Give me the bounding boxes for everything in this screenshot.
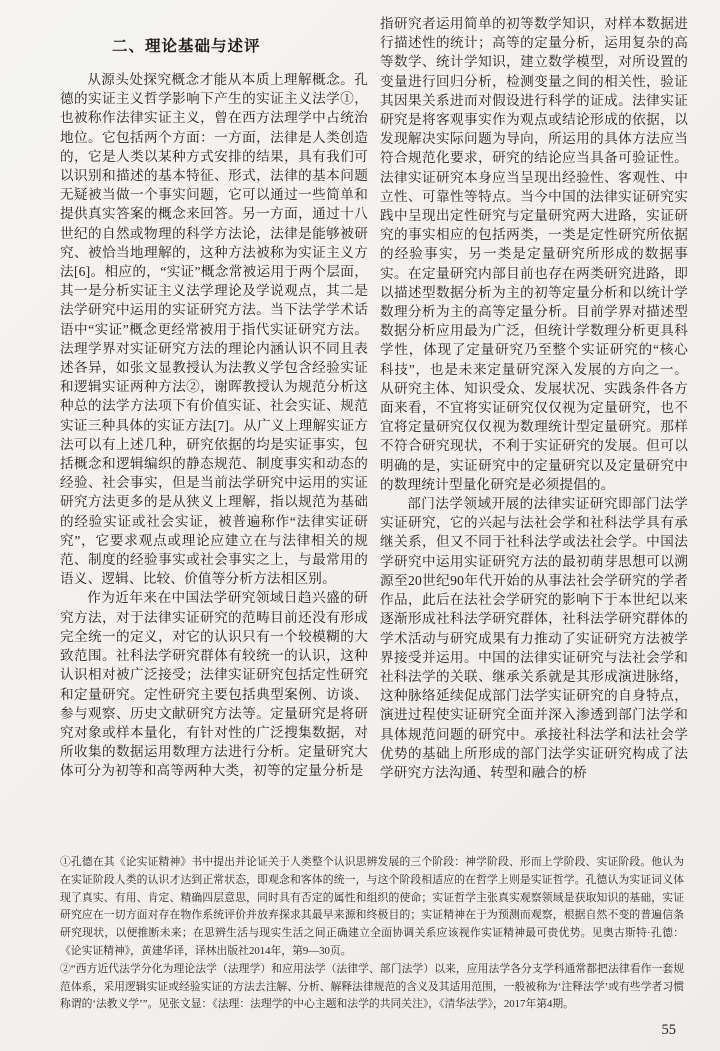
footnote-1: ①孔德在其《论实证精神》书中提出并论证关于人类整个认识思辨发展的三个阶段：神学阶段、形而上学阶段、实证阶段。他认为在实证阶段人类的认识才达到正常状态，即观念和客体的统一，与这个阶段相适应的在哲学上则是实证哲学。孔德认为实证词义体现了真实、有用、肯定、精确四层意思，同时具有否定的属性和组织的使命；实证哲学主张真实观察领域是获取知识的基础，实证研究应在一切方面对存在物作系统评价并放弃探求其最早来源和终极目的；实证精神在于为预测而观察，根据自然不变的普遍信条研究现状，以便推断未来；在思辨生活与现实生活之间正确建立全面协调关系应该视作实证精神最可贵优势。见奥古斯特·孔德：《论实证精神》，黄建华译，译林出版社2014年，第9—30页。 — [60, 856, 684, 957]
main-text-area — [60, 14, 688, 848]
footnotes-section — [60, 854, 684, 1024]
left-column — [60, 14, 368, 848]
right-column — [380, 14, 688, 848]
section-heading: 二、理论基础与述评 — [112, 38, 261, 55]
footnote-2: ②“西方近代法学分化为理论法学（法理学）和应用法学（法律学、部门法学）以来，应用法学各分支学科通常都把法律看作一套规范体系，采用逻辑实证或经验实证的方法去注解、分析、解释法律规范的含义及其适用范围，一般被称为‘注释法学’或有些学者习惯称谓的‘法教义学’”。见张文显：《法理：法理学的中心主题和法学的共同关注》，《清华法学》，2017年第4期。 — [60, 962, 684, 1011]
paragraph-2: 作为近年来在中国法学研究领域日趋兴盛的研究方法，对于法律实证研究的范畴目前还没有形成完全统一的定义，对它的认识只有一个较模糊的大致范围。社科法学研究群体有较统一的认识，这种认识相对被广泛接受；法律实证研究包括定性研究和定量研究。定性研究主要包括典型案例、访谈、参与观察、历史文献研究方法等。定量研究是将研究对象或样本量化，有针对性的广泛搜集数据，对所收集的数据运用数理方法进行分析。定量研究大体可分为初等和高等两种大类，初等的定量分析是 — [60, 590, 368, 779]
page-number: 55 — [661, 1022, 676, 1038]
paragraph-3: 部门法学领域开展的法律实证研究即部门法学实证研究，它的兴起与法社会学和社科法学具有承继关系，但又不同于社科法学或法社会学。中国法学研究中运用实证研究方法的最初萌芽思想可以溯源至20世纪90年代开始的从事法社会学研究的学者作品，此后在法社会学研究的影响下于本世纪以来逐渐形成社科法学研究群体，社科法学研究群体的学术活动与研究成果有力推动了实证研究方法被学界接受并运用。中国的法律实证研究与法社会学和社科法学的关联、继承关系就是其形成演进脉络，这种脉络延续促成部门法学实证研究的自身特点，演进过程使实证研究全面并深入渗透到部门法学和具体规范问题的研究中。承接社科法学和法社会学优势的基础上所形成的部门法学实证研究构成了法学研究方法沟通、转型和融合的桥 — [380, 496, 688, 780]
paragraph-1: 从源头处探究概念才能从本质上理解概念。孔德的实证主义哲学影响下产生的实证主义法学①，也被称作法律实证主义，曾在西方法理学中占统治地位。它包括两个方面：一方面，法律是人类创造的，它是人类以某种方式安排的结果，具有我们可以识别和描述的基本特征、形式，法律的基本问题无疑被当做一个事实问题，它可以通过一些简单和提供真实答案的概念来回答。另一方面，通过十八世纪的自然或物理的科学方法论，法律是能够被研究、被恰当地理解的，这种方法被称为实证主义方法[6]。相应的，“实证”概念常被运用于两个层面，其一是分析实证主义法学理论及学说观点，其二是法学研究中运用的实证研究方法。当下法学学术话语中“实证”概念更经常被用于指代实证研究方法。法理学界对实证研究方法的理论内涵认识不同且表述各异，如张文显教授认为法教义学包含经验实证和逻辑实证两种方法②，谢晖教授认为规范分析这种总的法学方法项下有价值实证、社会实证、规范实证三种具体的实证方法[7]。从广义上理解实证方法可以有上述几种，研究依据的均是实证事实，包括概念和逻辑编织的静态规范、制度事实和动态的经验、社会事实，但是当前法学研究中运用的实证研究方法更多的是从狭义上理解，指以规范为基础的经验实证或社会实证，被普遍称作“法律实证研究”，它要求观点或理论应建立在与法律相关的规范、制度的经验事实或社会事实之上，与最常用的语义、逻辑、比较、价值等分析方法相区别。 — [60, 72, 368, 587]
paragraph-2-continuation: 指研究者运用简单的初等数学知识，对样本数据进行描述性的统计；高等的定量分析，运用复杂的高等数学、统计学知识，建立数学模型，对所设置的变量进行回归分析，检测变量之间的相关性，验证其因果关系进而对假设进行科学的证成。法律实证研究是将客观事实作为观点或结论形成的依据，以发现解决实际问题为导向，所运用的具体方法应当符合规范化要求，研究的结论应当具备可验证性。法律实证研究本身应当呈现出经验性、客观性、中立性、可靠性等特点。当今中国的法律实证研究实践中呈现出定性研究与定量研究两大进路，实证研究的事实相应的包括两类，一类是定性研究所依据的经验事实，另一类是定量研究所形成的数据事实。在定量研究内部目前也存在两类研究进路，即以描述型数据分析为主的初等定量分析和以统计学数理分析为主的高等定量分析。目前学界对描述型数据分析应用最为广泛，但统计学数理分析更具科学性，体现了定量研究乃至整个实证研究的“核心科技”，也是未来定量研究深入发展的方向之一。从研究主体、知识受众、发展状况、实践条件各方面来看，不宜将实证研究仅仅视为定量研究，也不宜将定量研究仅仅视为数理统计型定量研究。那样不符合研究现状，不利于实证研究的发展。但可以明确的是，实证研究中的定量研究以及定量研究中的数理统计型量化研究是必须提倡的。 — [380, 16, 688, 492]
